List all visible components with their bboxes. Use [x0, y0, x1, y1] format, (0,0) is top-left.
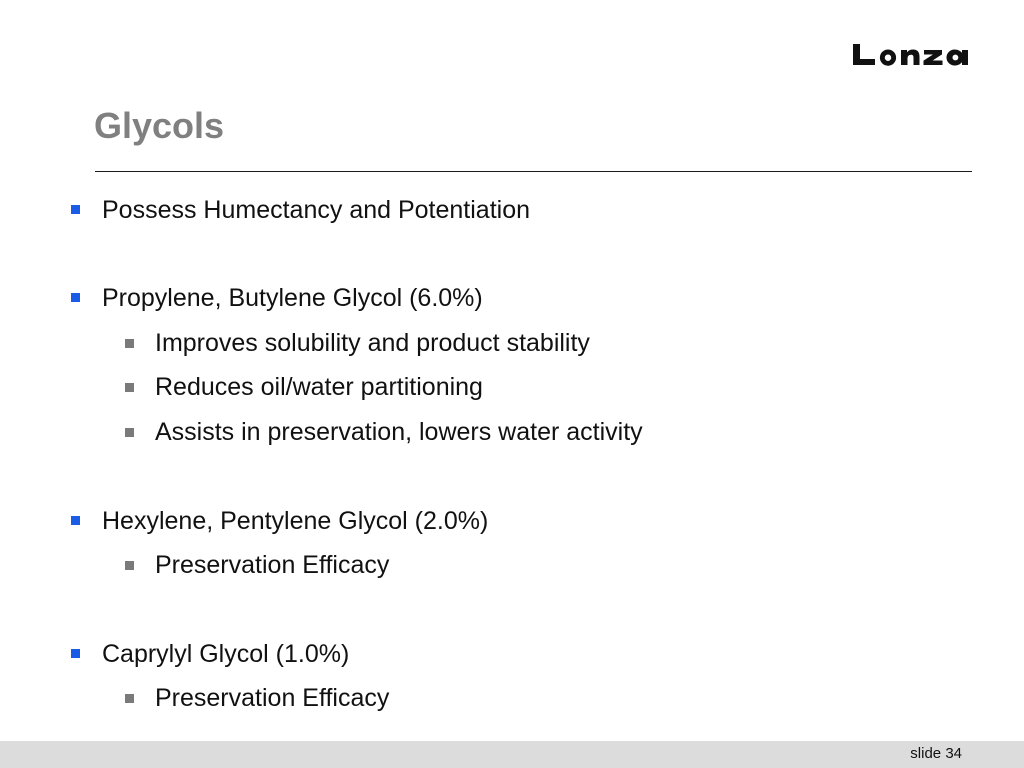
bullet-item — [70, 638, 870, 670]
sub-bullet-item — [124, 327, 924, 359]
sub-bullet-item — [124, 682, 924, 714]
footer-bar — [0, 741, 1024, 768]
square-sub-bullet-icon — [125, 694, 134, 703]
square-bullet-icon — [71, 205, 80, 214]
square-bullet-icon — [71, 649, 80, 658]
sub-bullet-item — [124, 416, 924, 448]
sub-bullet-text: Assists in preservation, lowers water activity — [155, 418, 643, 446]
square-bullet-icon — [71, 293, 80, 302]
bullet-item — [70, 194, 870, 226]
square-sub-bullet-icon — [125, 339, 134, 348]
bullet-item — [70, 282, 870, 314]
sub-bullet-text: Improves solubility and product stability — [155, 329, 590, 357]
sub-bullet-text: Preservation Efficacy — [155, 684, 390, 712]
bullet-text: Propylene, Butylene Glycol (6.0%) — [102, 284, 483, 312]
bullet-text: Caprylyl Glycol (1.0%) — [102, 640, 350, 668]
sub-bullet-item — [124, 549, 924, 581]
square-sub-bullet-icon — [125, 561, 134, 570]
slide-number: slide 34 — [910, 745, 962, 762]
slide-title: Glycols — [94, 105, 225, 146]
square-sub-bullet-icon — [125, 383, 134, 392]
sub-bullet-text: Reduces oil/water partitioning — [155, 373, 483, 401]
sub-bullet-text: Preservation Efficacy — [155, 551, 390, 579]
sub-bullet-item — [124, 371, 924, 403]
title-divider — [95, 171, 972, 172]
square-bullet-icon — [71, 516, 80, 525]
square-sub-bullet-icon — [125, 428, 134, 437]
bullet-text: Hexylene, Pentylene Glycol (2.0%) — [102, 507, 489, 535]
lonza-logo — [851, 38, 975, 72]
bullet-text: Possess Humectancy and Potentiation — [102, 196, 531, 224]
bullet-item — [70, 505, 870, 537]
